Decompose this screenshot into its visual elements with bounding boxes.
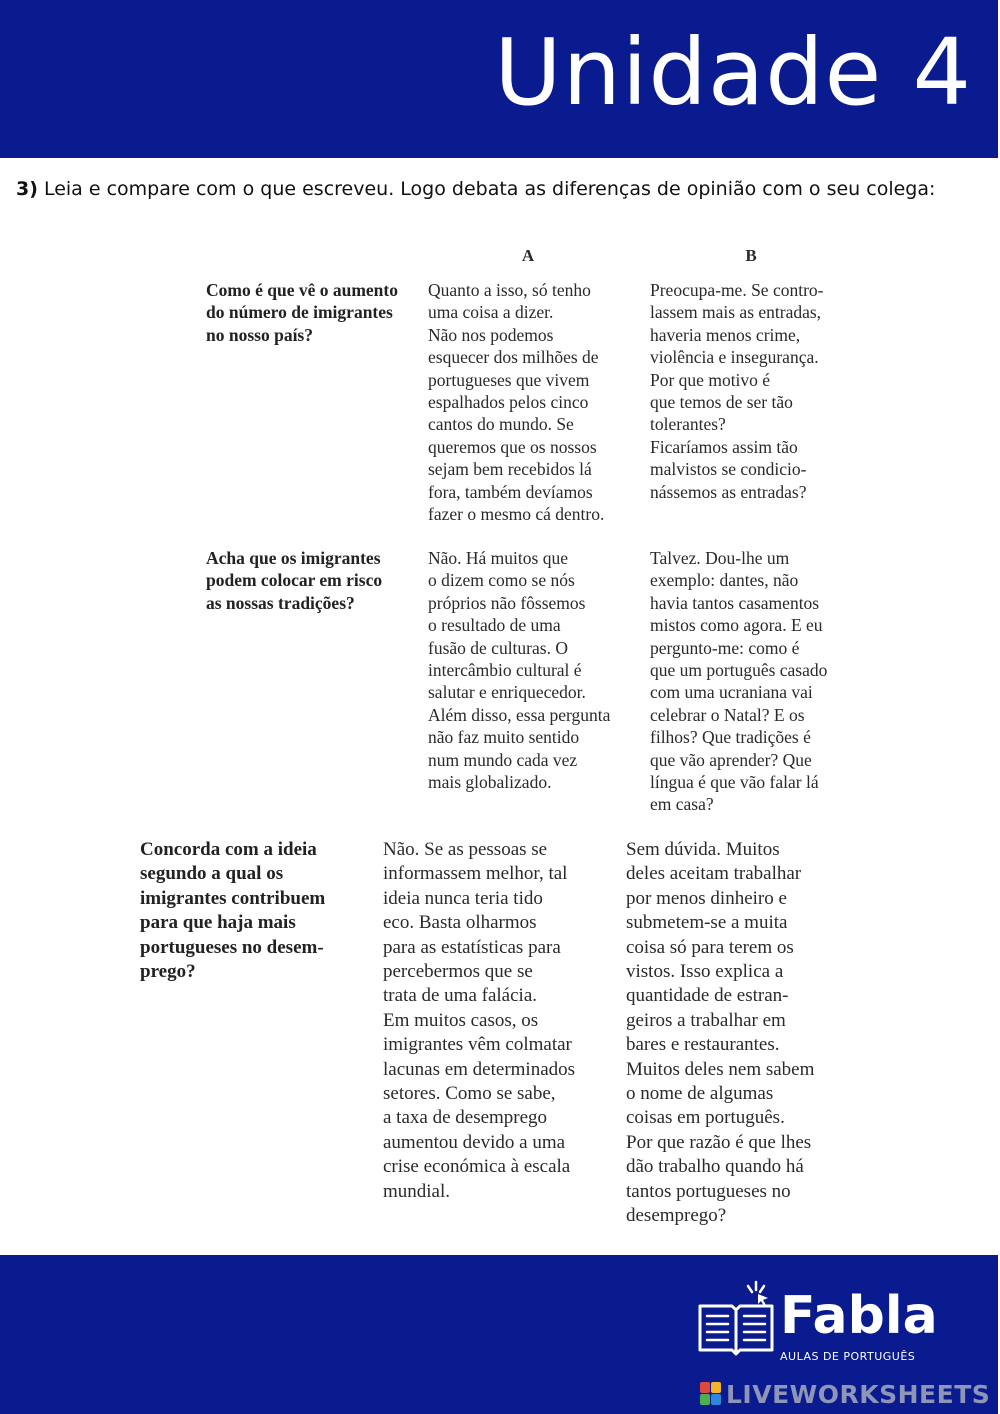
answer-3a: Não. Se as pessoas se informassem melhor, tal ideia nunca teria tido eco. Basta olharmos para as estatísticas para percebermos que se trata de uma falácia. Em muitos casos, os imigrantes vêm colmatar lacunas em determinados setores. Como se sabe, a taxa de desemprego aumentou devido a uma crise económica à escala mundial. bbox=[383, 839, 576, 1202]
answer-1a: Quanto a isso, só tenho uma coisa a dizer. Não nos podemos esquecer dos milhões de portugueses que vivem espalhados pelos cinco cantos do mundo. Se queremos que os nossos sejam bem recebidos lá fora, também devíamos fazer o mesmo cá dentro. bbox=[428, 280, 605, 525]
answer-2b: Talvez. Dou-lhe um exemplo: dantes, não havia tantos casamentos mistos como agora. E eu pergunto-me: como é que um português casado com uma ucraniana vai celebrar o Natal? E os filhos? Que tradições é que vão aprender? Que língua é que vão falar lá em casa? bbox=[650, 548, 828, 815]
answer-1b: Preocupa-me. Se contro- lassem mais as entradas, haveria menos crime, violência e insegurança. Por que motivo é que temos de ser tão tolerantes? Ficaríamos assim tão malvistos se condicio- nássemos as entradas? bbox=[650, 280, 824, 502]
question-3: Concorda com a ideia segundo a qual os imigrantes contribuem para que haja mais portugueses no desem- prego? bbox=[140, 839, 326, 983]
header-banner bbox=[0, 0, 998, 158]
open-book-icon bbox=[696, 1278, 776, 1358]
watermark-text: LIVEWORKSHEETS bbox=[726, 1380, 991, 1409]
page-title: Unidade 4 bbox=[494, 19, 972, 126]
exercise-number: 3) bbox=[16, 178, 38, 200]
liveworksheets-watermark bbox=[700, 1380, 1000, 1410]
answer-3b: Sem dúvida. Muitos deles aceitam trabalhar por menos dinheiro e submetem-se a muita coisa só para terem os vistos. Isso explica a quantidade de estran- geiros a trabalhar em bares e restaurantes. Muitos deles nem sabem o nome de algumas coisas em português. Por que razão é que lhes dão trabalho quando há tantos portugueses no desemprego? bbox=[626, 839, 815, 1227]
question-1: Como é que vê o aumento do número de imigrantes no nosso país? bbox=[206, 280, 398, 345]
column-header-a: A bbox=[521, 246, 535, 265]
column-header-b: B bbox=[745, 246, 757, 265]
question-2: Acha que os imigrantes podem colocar em risco as nossas tradições? bbox=[206, 548, 383, 613]
logo-tagline: AULAS DE PORTUGUÊS bbox=[780, 1350, 916, 1363]
answer-2a: Não. Há muitos que o dizem como se nós próprios não fôssemos o resultado de uma fusão de culturas. O intercâmbio cultural é salutar e enriquecedor. Além disso, essa pergunta não faz muito sentido num mundo cada vez mais globalizado. bbox=[428, 548, 611, 793]
instruction bbox=[16, 176, 976, 203]
logo-name: Fabla bbox=[780, 1286, 938, 1346]
fabla-logo bbox=[696, 1278, 956, 1368]
liveworksheets-logo-icon bbox=[700, 1382, 722, 1406]
instruction-text: Leia e compare com o que escreveu. Logo debata as diferenças de opinião com o seu colega: bbox=[43, 178, 936, 200]
